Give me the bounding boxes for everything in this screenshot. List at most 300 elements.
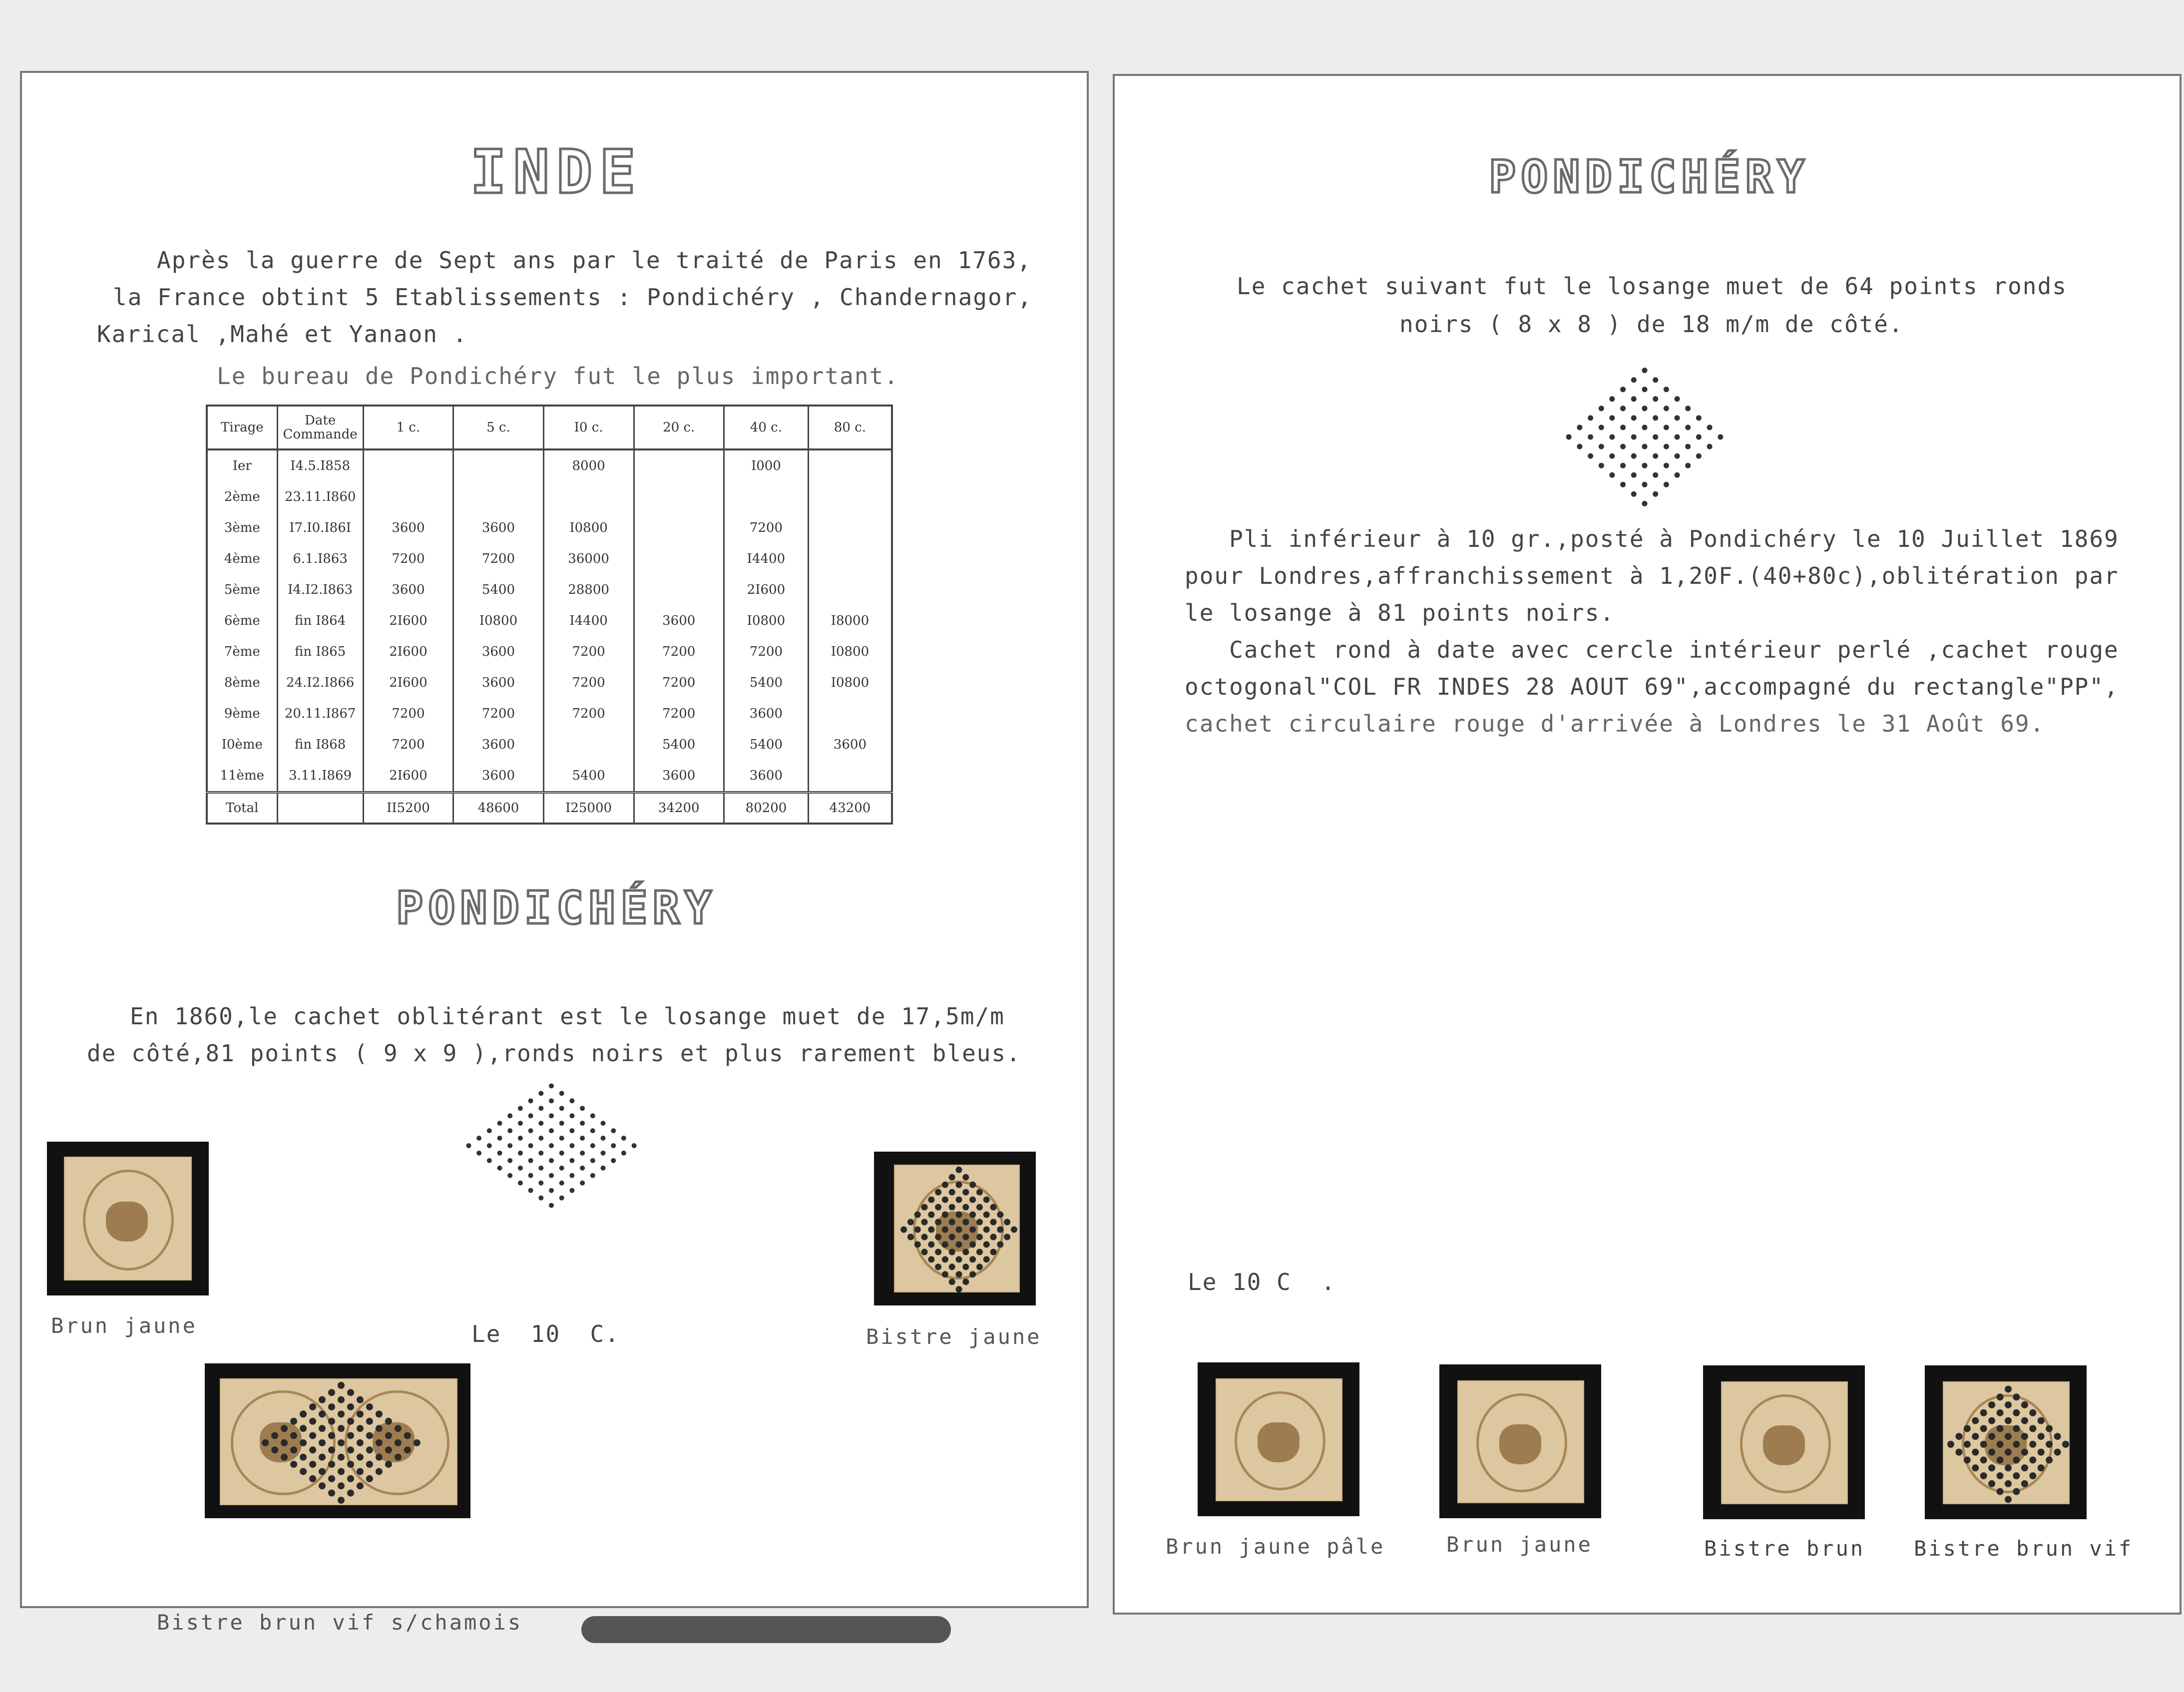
cancel-dot <box>942 1182 948 1188</box>
album-page-right <box>1113 74 2182 1615</box>
cancel-dot <box>2013 1409 2020 1416</box>
table-cell: 7200 <box>543 667 634 698</box>
table-header: Date Commande <box>277 406 363 449</box>
table-cell: I4400 <box>543 605 634 636</box>
cancel-dot <box>476 1151 481 1156</box>
cancel-dot <box>528 1143 533 1148</box>
cancel-dot <box>2013 1425 2020 1432</box>
cancel-dot <box>569 1188 574 1193</box>
cancel-dot <box>976 1234 983 1240</box>
table-cell: 3ème <box>207 512 277 543</box>
cancel-dot <box>580 1181 585 1186</box>
cancel-dot <box>1577 424 1582 430</box>
cancel-dot <box>997 1212 1003 1218</box>
table-row <box>207 574 892 605</box>
cancel-dot <box>328 1418 335 1425</box>
cancel-dot <box>319 1425 326 1432</box>
cancel-dot <box>2029 1409 2036 1416</box>
cancel-dot <box>559 1196 564 1201</box>
cancel-dot <box>271 1446 278 1453</box>
cancel-dot <box>1609 453 1615 459</box>
redaction-mark <box>581 1616 951 1643</box>
cancel-dot <box>1988 1401 1995 1408</box>
table-cell: I4.5.I858 <box>277 449 363 481</box>
table-cell: 3600 <box>724 698 808 729</box>
cancel-dot <box>1599 406 1604 411</box>
cancel-dot <box>309 1403 316 1410</box>
table-cell: 20.11.I867 <box>277 698 363 729</box>
stamp-brun-jaune <box>47 1142 209 1295</box>
cancel-dot <box>319 1439 326 1446</box>
table-cell: 5400 <box>543 760 634 793</box>
cancel-dot <box>1609 396 1615 402</box>
cancel-dot <box>357 1454 364 1461</box>
cancel-dot <box>611 1158 616 1163</box>
table-cell: 5400 <box>634 729 724 760</box>
cancel-dot <box>1642 406 1648 411</box>
cancel-dot <box>1972 1433 1979 1440</box>
cancel-dot <box>395 1454 402 1461</box>
cancel-dot <box>385 1461 392 1468</box>
table-row <box>207 449 892 481</box>
table-cell: 8000 <box>543 449 634 481</box>
table-cell <box>634 543 724 574</box>
cancel-dot <box>621 1136 626 1141</box>
cancel-dot <box>328 1461 335 1468</box>
cancel-dot <box>921 1234 928 1240</box>
cancel-dot <box>1588 453 1593 459</box>
cancel-dot <box>559 1121 564 1126</box>
cancel-dot <box>549 1083 554 1088</box>
cancel-dot <box>1988 1449 1995 1456</box>
cancel-dot <box>376 1411 383 1418</box>
cancel-dot <box>1631 377 1637 383</box>
cancel-dot <box>1997 1441 2004 1448</box>
cancel-dot <box>385 1446 392 1453</box>
table-header: I0 c. <box>543 406 634 449</box>
cancel-dot <box>497 1136 502 1141</box>
cancel-dot <box>900 1227 907 1233</box>
cancel-dot <box>309 1461 316 1468</box>
cancel-dot <box>1609 434 1615 440</box>
cancel-dot <box>559 1136 564 1141</box>
cancel-dot <box>942 1256 948 1263</box>
cancel-dot <box>1653 415 1658 421</box>
cancel-dot <box>1675 453 1680 459</box>
cancel-dot <box>2062 1441 2069 1448</box>
table-cell: 3600 <box>453 636 543 667</box>
cancel-dot <box>983 1227 990 1233</box>
cancel-dot <box>281 1454 288 1461</box>
table-row <box>207 729 892 760</box>
cancel-dot <box>569 1143 574 1148</box>
cancel-dot <box>338 1468 345 1475</box>
cancel-dot <box>590 1158 595 1163</box>
cancel-dot <box>1004 1234 1010 1240</box>
table-cell: I0800 <box>808 636 892 667</box>
table-cell: 7200 <box>634 698 724 729</box>
cancel-dot <box>1685 463 1691 468</box>
cancel-dot <box>928 1227 934 1233</box>
cancel-dot <box>632 1143 637 1148</box>
cancel-dot <box>976 1219 983 1226</box>
cancel-dot <box>2013 1457 2020 1464</box>
cancel-dot <box>914 1212 921 1218</box>
cancel-dot <box>601 1121 606 1126</box>
cancel-dot <box>559 1151 564 1156</box>
cancel-dot <box>1718 434 1723 440</box>
cancel-dot <box>559 1166 564 1171</box>
cancel-dot <box>942 1271 948 1277</box>
cancel-dot <box>1653 434 1658 440</box>
cancel-dot <box>2046 1441 2053 1448</box>
table-cell <box>808 574 892 605</box>
cancel-dot <box>1675 415 1680 421</box>
cancel-dot <box>2046 1457 2053 1464</box>
desc-line-5: octogonal"COL FR INDES 28 AOUT 69",accompagné du rectangle"PP", <box>1185 673 2119 700</box>
cancel-dot <box>962 1174 969 1181</box>
cancel-dot <box>300 1411 307 1418</box>
cancel-dot <box>538 1106 543 1111</box>
table-cell: 2I600 <box>363 760 453 793</box>
cancel-dot <box>559 1181 564 1186</box>
cancel-dot <box>1964 1457 1971 1464</box>
cancel-dot <box>580 1151 585 1156</box>
cancel-dot <box>969 1271 976 1277</box>
cancel-dot <box>338 1497 345 1504</box>
stamp-brun-jaune-pale <box>1198 1362 1359 1516</box>
table-cell <box>634 449 724 481</box>
cancel-dot <box>538 1121 543 1126</box>
table-cell: 4ème <box>207 543 277 574</box>
table-cell: fin I865 <box>277 636 363 667</box>
cancel-dot <box>338 1411 345 1418</box>
table-cell <box>363 481 453 512</box>
cancel-dot <box>319 1482 326 1489</box>
stamp-brun-jaune <box>1439 1364 1601 1518</box>
caption-stamp-r4: Bistre brun vif <box>1914 1536 2134 1561</box>
cancel-dot <box>1011 1227 1017 1233</box>
cancel-dot <box>376 1439 383 1446</box>
table-header-row <box>207 406 892 449</box>
desc-line-4: Cachet rond à date avec cercle intérieur perlé ,cachet rouge <box>1185 636 2119 663</box>
cancel-dot <box>949 1278 955 1285</box>
cancel-dot <box>2013 1393 2020 1400</box>
album-page-left <box>20 71 1089 1635</box>
cancel-dot <box>366 1418 373 1425</box>
cancel-dot <box>1631 491 1637 497</box>
desc-line-1: Pli inférieur à 10 gr.,posté à Pondichéry le 10 Juillet 1869 <box>1185 525 2119 552</box>
table-cell: Ier <box>207 449 277 481</box>
table-cell <box>363 449 453 481</box>
cancel-dot <box>366 1461 373 1468</box>
table-cell: 7ème <box>207 636 277 667</box>
table-total-cell: 80200 <box>724 793 808 824</box>
table-cell: 5ème <box>207 574 277 605</box>
cancel-dot <box>956 1197 962 1203</box>
cancel-dot <box>1653 396 1658 402</box>
cancel-dot <box>404 1446 411 1453</box>
cancel-dot <box>518 1151 523 1156</box>
cancel-dot <box>357 1411 364 1418</box>
cancel-dot <box>956 1256 962 1263</box>
cancel-dot <box>1609 415 1615 421</box>
cancel-dot <box>1972 1464 1979 1471</box>
cancel-dot <box>2029 1472 2036 1479</box>
cancel-dot <box>281 1439 288 1446</box>
cancel-dot <box>507 1113 512 1118</box>
cancel-dot <box>2021 1417 2028 1424</box>
cachet-line-1: En 1860,le cachet oblitérant est le losange muet de 17,5m/m <box>130 1003 1005 1030</box>
table-cell: I8000 <box>808 605 892 636</box>
cancel-dot <box>1642 444 1648 449</box>
cancel-dot <box>2005 1433 2012 1440</box>
stamp-right4-dots <box>1946 1384 2071 1504</box>
cancel-dot <box>601 1136 606 1141</box>
cancel-dot <box>1980 1409 1987 1416</box>
cachet-line-2: noirs ( 8 x 8 ) de 18 m/m de côté. <box>1399 311 1904 338</box>
cancel-dot <box>507 1128 512 1133</box>
table-cell: 7200 <box>363 698 453 729</box>
cancel-dot <box>497 1166 502 1171</box>
cancel-dot <box>497 1151 502 1156</box>
cancel-dot <box>338 1425 345 1432</box>
cancel-dot <box>590 1128 595 1133</box>
cancel-dot <box>1997 1472 2004 1479</box>
cancel-dot <box>507 1158 512 1163</box>
cancel-dot <box>1642 424 1648 430</box>
table-cell <box>543 481 634 512</box>
cancel-dot <box>580 1166 585 1171</box>
table-cell <box>634 512 724 543</box>
cancel-dot <box>2021 1401 2028 1408</box>
cancel-dot <box>549 1203 554 1208</box>
cancel-dot <box>328 1432 335 1439</box>
cancel-dot <box>366 1403 373 1410</box>
table-header: 1 c. <box>363 406 453 449</box>
cancel-dot <box>962 1189 969 1196</box>
cancel-dot <box>580 1106 585 1111</box>
cancel-dot <box>385 1418 392 1425</box>
cancel-dot <box>1988 1433 1995 1440</box>
cancel-dot <box>1707 444 1713 449</box>
cancel-dot <box>962 1234 969 1240</box>
table-cell: 7200 <box>634 636 724 667</box>
cancel-dot <box>518 1166 523 1171</box>
cancel-dot <box>338 1454 345 1461</box>
cancel-dot <box>528 1173 533 1178</box>
cancel-dot <box>969 1182 976 1188</box>
cancel-dot <box>2013 1472 2020 1479</box>
cancel-dot <box>366 1475 373 1482</box>
cancel-dot <box>935 1234 941 1240</box>
cancel-dot <box>1620 424 1626 430</box>
cancel-dot <box>956 1271 962 1277</box>
cancel-dot <box>466 1143 471 1148</box>
cancel-dot <box>580 1121 585 1126</box>
cancel-dot <box>969 1197 976 1203</box>
cancel-dot <box>376 1425 383 1432</box>
caption-stamp-r3: Bistre brun <box>1704 1536 1865 1561</box>
cancel-dot <box>1675 472 1680 478</box>
table-total-row <box>207 793 892 824</box>
table-header: 20 c. <box>634 406 724 449</box>
cancel-dot <box>2005 1386 2012 1393</box>
cancel-dot <box>1696 415 1702 421</box>
caption-stamp-r2: Brun jaune <box>1446 1532 1593 1557</box>
table-row <box>207 543 892 574</box>
cancel-dot <box>1004 1219 1010 1226</box>
cancel-dot <box>983 1241 990 1248</box>
cancel-dot <box>300 1439 307 1446</box>
cancel-dot <box>347 1446 354 1453</box>
table-cell: fin I868 <box>277 729 363 760</box>
table-cell: 3600 <box>634 605 724 636</box>
cancel-dot <box>1620 463 1626 468</box>
table-cell: 9ème <box>207 698 277 729</box>
cancel-dot <box>956 1212 962 1218</box>
cancel-dot <box>538 1166 543 1171</box>
cancel-dot <box>549 1188 554 1193</box>
cancel-dot <box>2021 1464 2028 1471</box>
cancel-dot <box>366 1446 373 1453</box>
cancel-dot <box>300 1425 307 1432</box>
cancel-dot <box>1588 434 1593 440</box>
cancel-dot <box>338 1382 345 1389</box>
cancel-dot <box>990 1249 997 1255</box>
table-row <box>207 512 892 543</box>
cancel-dot <box>928 1241 934 1248</box>
desc-line-3: le losange à 81 points noirs. <box>1185 599 1615 626</box>
cancel-dot <box>376 1454 383 1461</box>
cancel-dot <box>935 1249 941 1255</box>
cancel-dot <box>518 1181 523 1186</box>
cancel-dot <box>347 1461 354 1468</box>
table-cell: I7.I0.I86I <box>277 512 363 543</box>
cancel-dot <box>962 1204 969 1211</box>
cancel-dot <box>1599 463 1604 468</box>
cancel-dot <box>2054 1433 2061 1440</box>
cancel-dot <box>487 1128 492 1133</box>
cancel-dot <box>1955 1449 1962 1456</box>
table-cell: I0800 <box>808 667 892 698</box>
cancel-dot <box>907 1234 914 1240</box>
cancel-dot <box>569 1158 574 1163</box>
table-cell: 2ème <box>207 481 277 512</box>
table-cell: 5400 <box>724 729 808 760</box>
cancel-dot <box>2029 1441 2036 1448</box>
cancel-dot <box>2038 1449 2045 1456</box>
table-cell: 36000 <box>543 543 634 574</box>
cancel-dot <box>569 1173 574 1178</box>
table-cell <box>808 760 892 793</box>
table-cell: I0800 <box>724 605 808 636</box>
cancel-dot <box>976 1249 983 1255</box>
cancel-dot <box>956 1182 962 1188</box>
cancel-dot <box>319 1396 326 1403</box>
table-cell: 3600 <box>363 574 453 605</box>
table-cell: 7200 <box>543 698 634 729</box>
cancel-dot <box>949 1204 955 1211</box>
cancel-dot <box>611 1143 616 1148</box>
table-cell <box>634 481 724 512</box>
cancel-dot <box>528 1188 533 1193</box>
cancel-dot <box>1685 444 1691 449</box>
intro-line-1: Après la guerre de Sept ans par le traité de Paris en 1763, <box>157 247 1032 274</box>
cancel-dot <box>1631 396 1637 402</box>
cancel-dot <box>956 1167 962 1173</box>
desc-line-6: cachet circulaire rouge d'arrivée à Londres le 31 Août 69. <box>1185 710 2045 737</box>
cancel-dot <box>969 1212 976 1218</box>
caption-stamp2: Bistre jaune <box>866 1324 1042 1349</box>
cancel-dot <box>1696 453 1702 459</box>
table-cell: 24.I2.I866 <box>277 667 363 698</box>
cancel-dot <box>319 1454 326 1461</box>
cancel-dot <box>2021 1449 2028 1456</box>
cancel-dot <box>962 1264 969 1270</box>
cancel-dot <box>621 1151 626 1156</box>
cancel-dot <box>976 1204 983 1211</box>
table-cell: 6.1.I863 <box>277 543 363 574</box>
table-header: 80 c. <box>808 406 892 449</box>
cancel-dot <box>414 1439 421 1446</box>
cancel-dot <box>942 1241 948 1248</box>
table-row <box>207 636 892 667</box>
cancel-dot <box>262 1439 269 1446</box>
cancel-dot <box>357 1439 364 1446</box>
cancel-dot <box>549 1143 554 1148</box>
cancel-dot <box>1599 444 1604 449</box>
table-total-cell: Total <box>207 793 277 824</box>
table-cell: 2I600 <box>363 605 453 636</box>
cancel-dot <box>928 1212 934 1218</box>
intro-line-2: la France obtint 5 Etablissements : Pondichéry , Chandernagor, <box>113 284 1033 311</box>
cancel-dot <box>1642 501 1648 506</box>
cancel-dot <box>1599 424 1604 430</box>
cancel-dot <box>559 1106 564 1111</box>
cancel-dot <box>1588 415 1593 421</box>
table-cell: 3600 <box>724 760 808 793</box>
cancel-dot <box>590 1143 595 1148</box>
cancel-dot <box>328 1475 335 1482</box>
table-cell: 2I600 <box>724 574 808 605</box>
cancel-dot <box>290 1446 297 1453</box>
cancel-dot <box>328 1403 335 1410</box>
cancel-dot <box>580 1136 585 1141</box>
cancel-dot <box>1988 1480 1995 1487</box>
cancel-dot <box>914 1227 921 1233</box>
cancel-dot <box>1997 1425 2004 1432</box>
cancel-dot <box>921 1249 928 1255</box>
cancel-dot <box>1997 1488 2004 1495</box>
cancel-dot <box>1997 1457 2004 1464</box>
table-cell: 7200 <box>453 698 543 729</box>
cancel-dot <box>1947 1441 1954 1448</box>
table-total-cell: 43200 <box>808 793 892 824</box>
cancel-dot <box>949 1219 955 1226</box>
cancel-dot <box>385 1432 392 1439</box>
cancel-dot <box>956 1227 962 1233</box>
cancel-dot <box>2013 1441 2020 1448</box>
cancel-dot <box>290 1461 297 1468</box>
cancel-dot <box>949 1234 955 1240</box>
cancel-dot <box>1664 387 1669 392</box>
cancel-dot <box>962 1278 969 1285</box>
table-row <box>207 760 892 793</box>
cancel-dot <box>1964 1441 1971 1448</box>
table-cell: 28800 <box>543 574 634 605</box>
cancel-dot <box>601 1151 606 1156</box>
